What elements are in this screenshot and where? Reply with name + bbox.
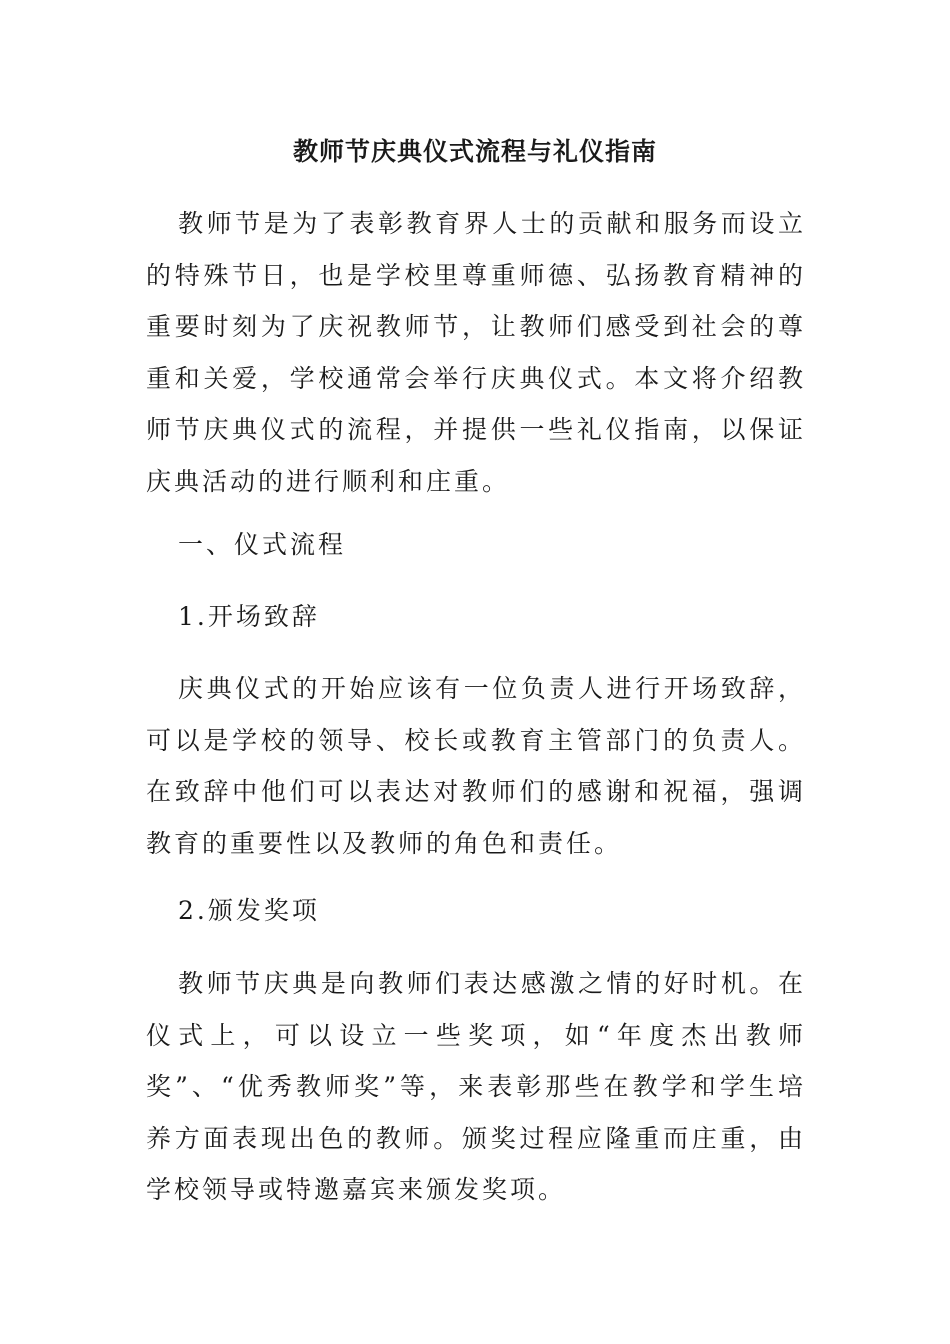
section-heading-ceremony-flow: 一、仪式流程: [178, 530, 347, 559]
awards-paragraph: 教师节庆典是向教师们表达感激之情的好时机。在仪式上，可以设立一些奖项，如“年度杰出教师奖”、“优秀教师奖”等，来表彰那些在教学和学生培养方面表现出色的教师。颁奖过程应隆重而庄重，由学校领导或特邀嘉宾来颁发奖项。: [146, 969, 806, 1204]
item-heading-awards: 2.颁发奖项: [178, 896, 320, 925]
item-heading-opening-speech: 1.开场致辞: [178, 602, 320, 631]
intro-paragraph: 教师节是为了表彰教育界人士的贡献和服务而设立的特殊节日，也是学校里尊重师德、弘扬教育精神的重要时刻为了庆祝教师节，让教师们感受到社会的尊重和关爱，学校通常会举行庆典仪式。本文将介绍教师节庆典仪式的流程，并提供一些礼仪指南，以保证庆典活动的进行顺利和庄重。: [146, 209, 806, 496]
opening-speech-paragraph: 庆典仪式的开始应该有一位负责人进行开场致辞，可以是学校的领导、校长或教育主管部门的负责人。在致辞中他们可以表达对教师们的感谢和祝福，强调教育的重要性以及教师的角色和责任。: [146, 674, 806, 858]
document-title: 教师节庆典仪式流程与礼仪指南: [292, 137, 657, 166]
